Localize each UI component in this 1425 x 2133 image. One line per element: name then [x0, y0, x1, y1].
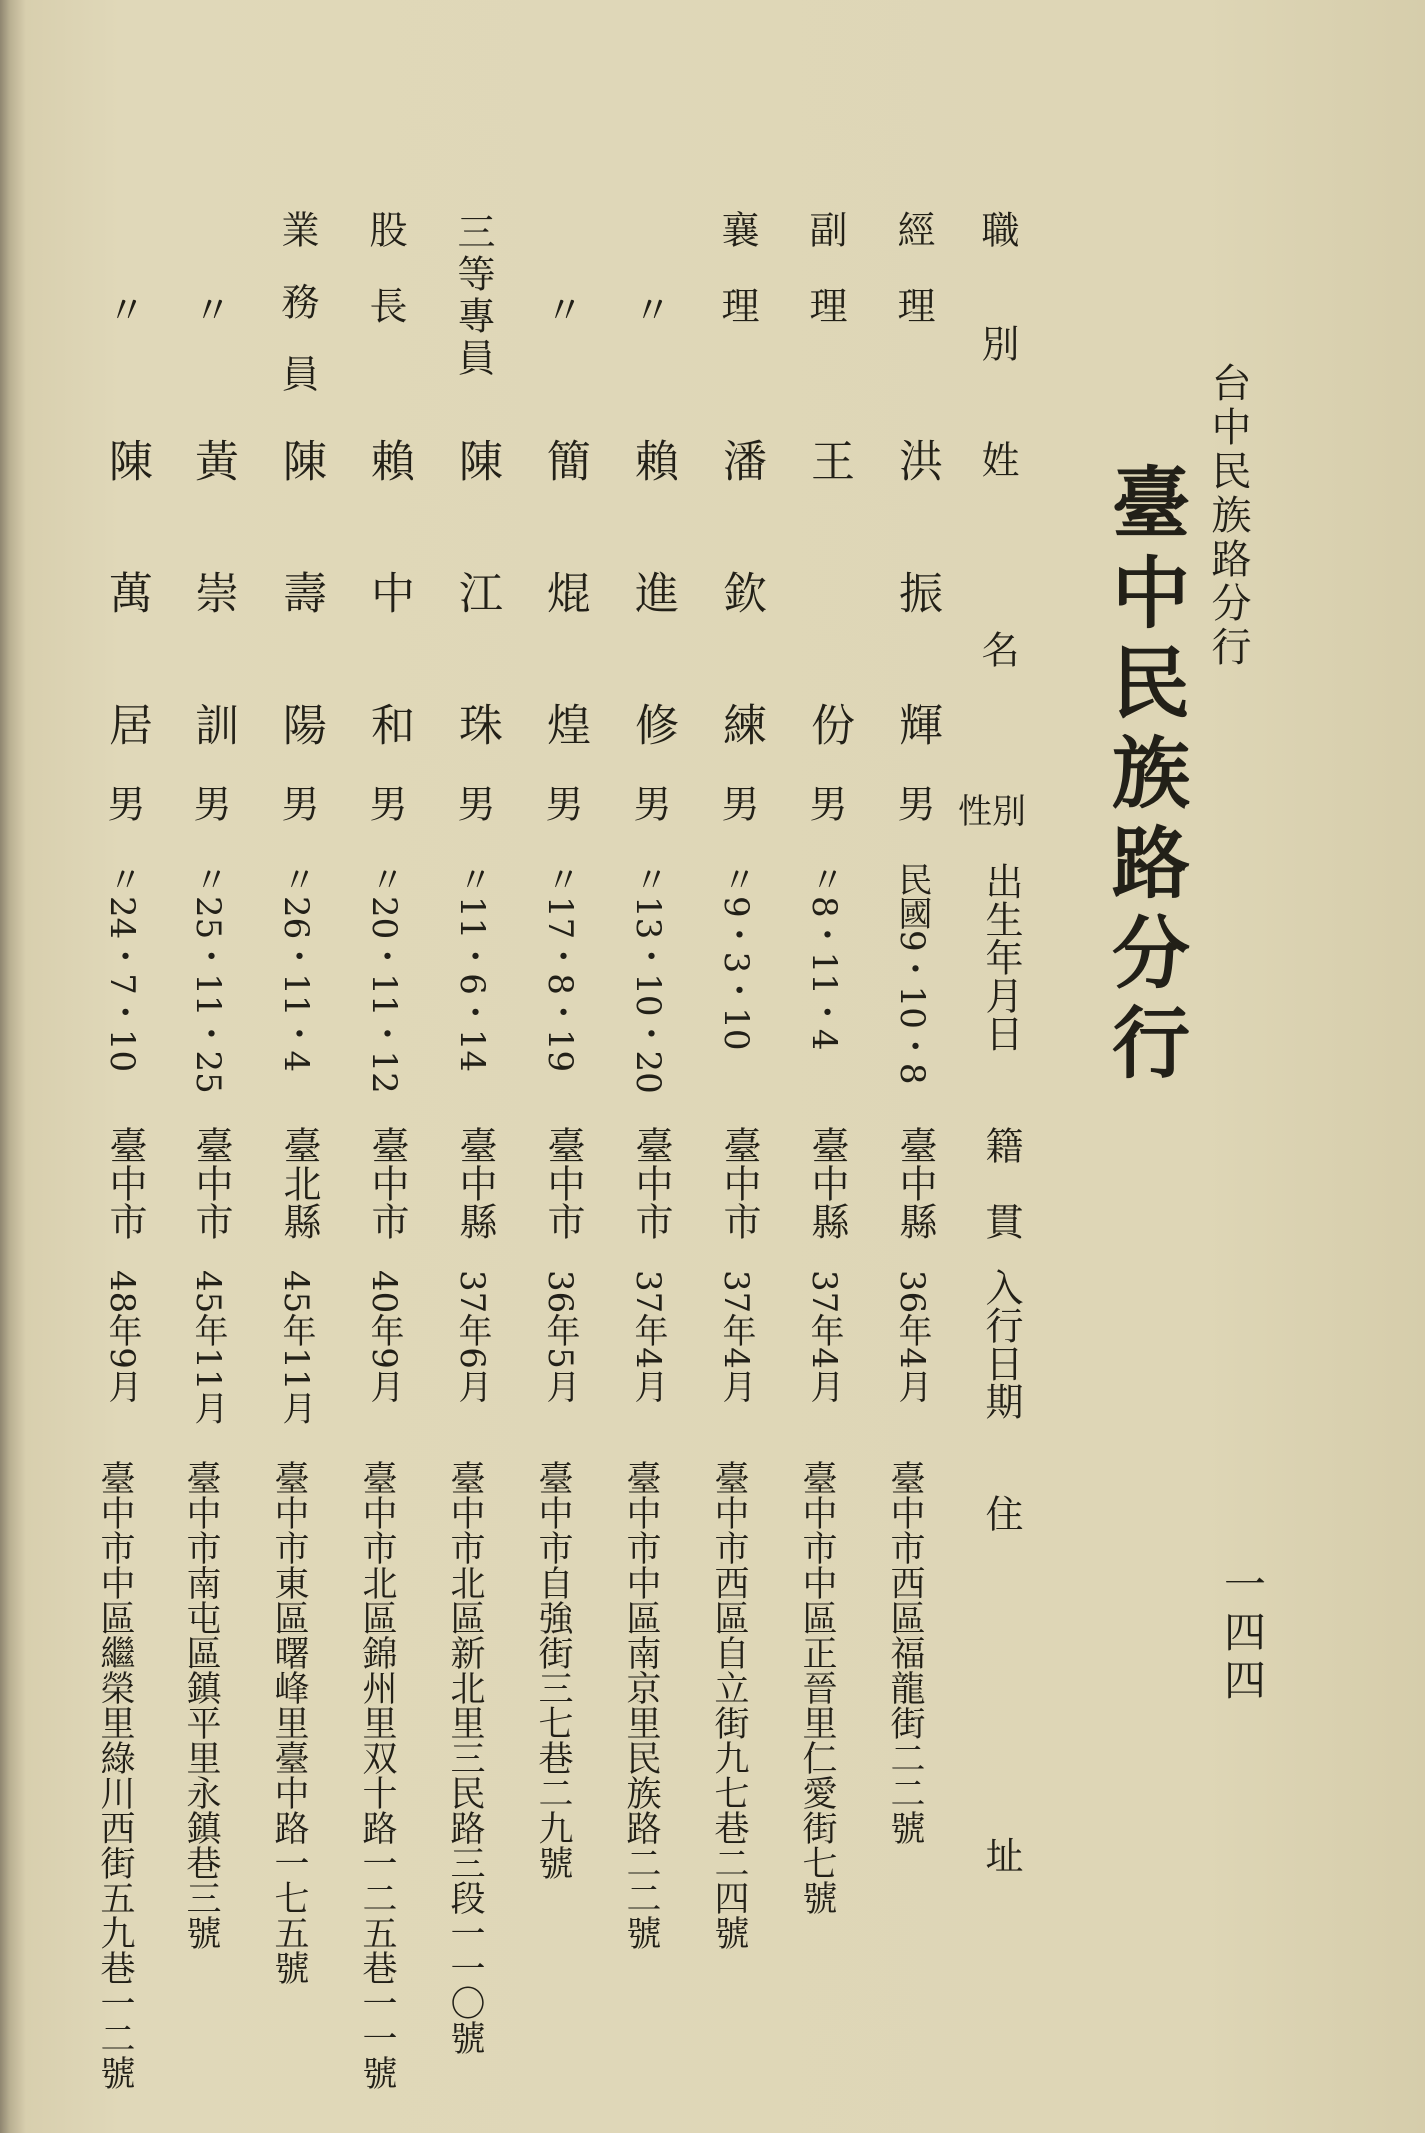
row-5-birth-date: 〃11・6・14	[452, 862, 492, 1073]
row-0-given-name-2: 輝	[891, 702, 942, 746]
row-5-surname: 陳	[451, 438, 502, 482]
row-0-position: 經 理	[891, 210, 935, 324]
page-title: 臺中民族路分行	[1099, 462, 1190, 1092]
row-9-given-name-2: 居	[101, 702, 152, 746]
row-4-birth-date: 〃17・8・19	[540, 862, 580, 1073]
row-2-native-place: 臺中市	[717, 1126, 761, 1240]
header-name: 姓 名	[975, 440, 1019, 668]
row-7-position: 業務員	[275, 210, 319, 426]
row-2-given-name-1: 欽	[715, 570, 766, 614]
row-5-sex: 男	[451, 784, 495, 822]
row-4-given-name-2: 煌	[539, 702, 590, 746]
row-4-join-date: 36年5月	[540, 1270, 580, 1403]
header-sex: 性別	[958, 792, 1026, 832]
row-7-native-place: 臺北縣	[277, 1126, 321, 1240]
row-7-birth-date: 〃26・11・4	[276, 862, 316, 1073]
row-9-birth-date: 〃24・7・10	[102, 862, 142, 1073]
row-9-address: 臺中市中區繼榮里綠川西街五九巷一二號	[95, 1460, 135, 2090]
row-8-position: 〃	[187, 290, 231, 328]
row-3-surname: 賴	[627, 438, 678, 482]
row-8-given-name-1: 崇	[187, 570, 238, 614]
row-2-join-date: 37年4月	[716, 1270, 756, 1403]
row-8-native-place: 臺中市	[189, 1126, 233, 1240]
header-birth: 出生年月日	[979, 862, 1023, 1052]
row-6-given-name-1: 中	[363, 570, 414, 614]
row-0-birth-date: 民國9・10・8	[892, 862, 932, 1085]
row-7-join-date: 45年11月	[276, 1270, 316, 1425]
row-2-position: 襄 理	[715, 210, 759, 324]
row-1-surname: 王	[803, 438, 854, 482]
row-6-address: 臺中市北區錦州里双十路一二五巷一一號	[357, 1460, 397, 2090]
row-3-join-date: 37年4月	[628, 1270, 668, 1403]
row-9-native-place: 臺中市	[103, 1126, 147, 1240]
row-7-given-name-1: 壽	[275, 570, 326, 614]
row-8-address: 臺中市南屯區鎮平里永鎮巷三號	[181, 1460, 221, 1950]
row-5-native-place: 臺中縣	[453, 1126, 497, 1240]
row-0-sex: 男	[891, 784, 935, 822]
row-3-given-name-1: 進	[627, 570, 678, 614]
row-8-join-date: 45年11月	[188, 1270, 228, 1425]
row-8-surname: 黃	[187, 438, 238, 482]
row-1-native-place: 臺中縣	[805, 1126, 849, 1240]
row-2-sex: 男	[715, 784, 759, 822]
row-5-given-name-1: 江	[451, 570, 502, 614]
row-3-position: 〃	[627, 290, 671, 328]
row-6-surname: 賴	[363, 438, 414, 482]
row-9-join-date: 48年9月	[102, 1270, 142, 1403]
row-1-sex: 男	[803, 784, 847, 822]
page-number: 一四四	[1218, 1562, 1267, 1706]
row-5-given-name-2: 珠	[451, 702, 502, 746]
row-7-given-name-2: 陽	[275, 702, 326, 746]
header-join: 入行日期	[979, 1268, 1023, 1420]
row-2-address: 臺中市西區自立街九七巷二四號	[709, 1460, 749, 1950]
row-8-birth-date: 〃25・11・25	[188, 862, 228, 1094]
row-9-position: 〃	[101, 290, 145, 328]
row-4-position: 〃	[539, 290, 583, 328]
row-9-sex: 男	[101, 784, 145, 822]
row-3-address: 臺中市中區南京里民族路二二號	[621, 1460, 661, 1950]
row-2-birth-date: 〃9・3・10	[716, 862, 756, 1051]
row-5-join-date: 37年6月	[452, 1270, 492, 1403]
row-0-join-date: 36年4月	[892, 1270, 932, 1403]
row-9-given-name-1: 萬	[101, 570, 152, 614]
row-4-sex: 男	[539, 784, 583, 822]
row-3-native-place: 臺中市	[629, 1126, 673, 1240]
row-1-birth-date: 〃8・11・4	[804, 862, 844, 1051]
row-6-position: 股 長	[363, 210, 407, 324]
row-1-given-name-2: 份	[803, 702, 854, 746]
row-6-join-date: 40年9月	[364, 1270, 404, 1403]
row-1-position: 副 理	[803, 210, 847, 324]
row-5-address: 臺中市北區新北里三民路三段一一〇號	[445, 1460, 485, 2055]
header-native: 籍 貫	[979, 1126, 1023, 1240]
row-2-given-name-2: 練	[715, 702, 766, 746]
row-2-surname: 潘	[715, 438, 766, 482]
row-7-address: 臺中市東區曙峰里臺中路一七五號	[269, 1460, 309, 1985]
row-3-sex: 男	[627, 784, 671, 822]
row-4-surname: 簡	[539, 438, 590, 482]
row-4-native-place: 臺中市	[541, 1126, 585, 1240]
running-header: 台中民族路分行	[1205, 362, 1251, 670]
row-0-address: 臺中市西區福龍街二二號	[885, 1460, 925, 1845]
row-9-surname: 陳	[101, 438, 152, 482]
row-7-sex: 男	[275, 784, 319, 822]
row-6-given-name-2: 和	[363, 702, 414, 746]
row-6-sex: 男	[363, 784, 407, 822]
row-3-given-name-2: 修	[627, 702, 678, 746]
row-0-surname: 洪	[891, 438, 942, 482]
row-7-surname: 陳	[275, 438, 326, 482]
row-0-given-name-1: 振	[891, 570, 942, 614]
row-8-given-name-2: 訓	[187, 702, 238, 746]
header-address: 住 址	[979, 1494, 1023, 1874]
row-1-address: 臺中市中區正晉里仁愛街七號	[797, 1460, 837, 1915]
row-1-join-date: 37年4月	[804, 1270, 844, 1403]
row-4-given-name-1: 焜	[539, 570, 590, 614]
header-position: 職 別	[975, 210, 1019, 362]
row-4-address: 臺中市自強街三七巷二九號	[533, 1460, 573, 1880]
row-5-position: 三等專員	[451, 212, 495, 380]
row-6-birth-date: 〃20・11・12	[364, 862, 404, 1094]
row-3-birth-date: 〃13・10・20	[628, 862, 668, 1094]
row-0-native-place: 臺中縣	[893, 1126, 937, 1240]
row-8-sex: 男	[187, 784, 231, 822]
row-6-native-place: 臺中市	[365, 1126, 409, 1240]
